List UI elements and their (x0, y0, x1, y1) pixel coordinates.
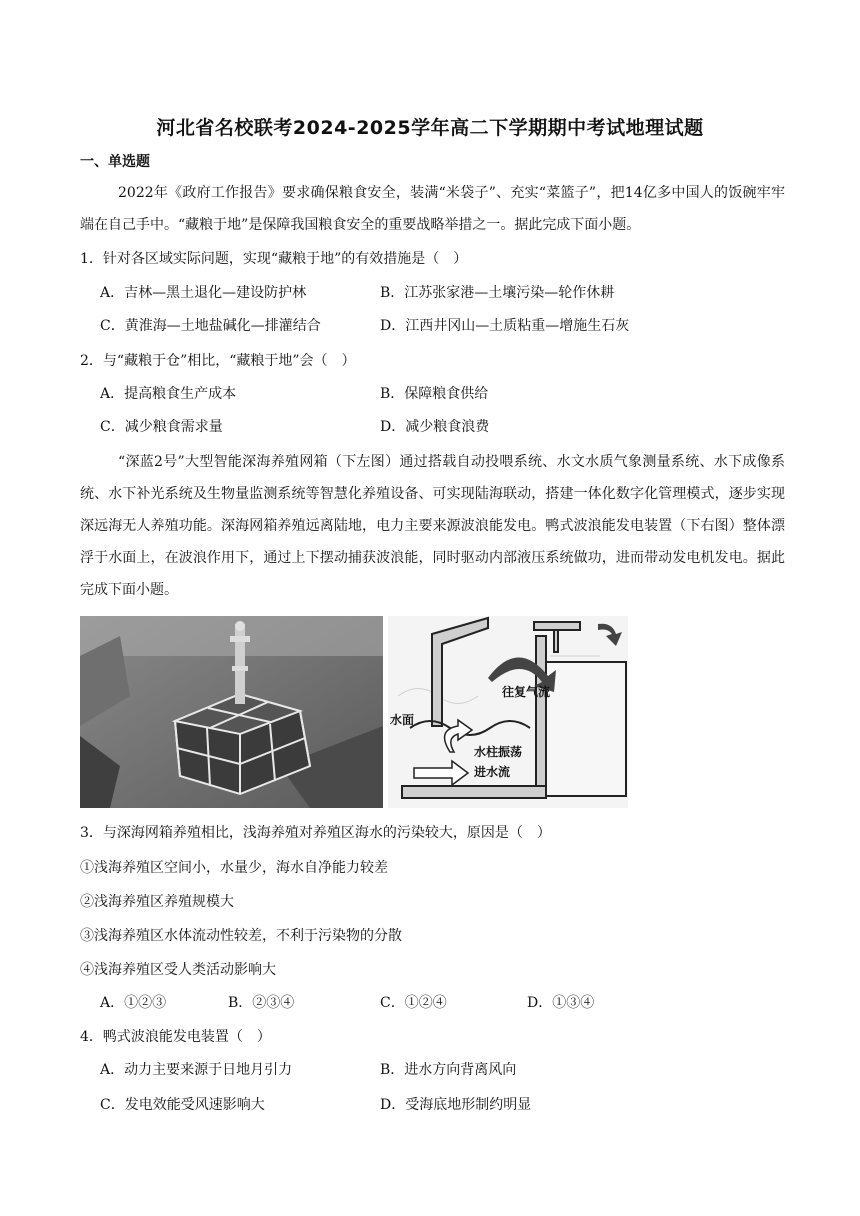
q3-stem: 3．与深海网箱养殖相比，浅海养殖对养殖区海水的污染较大，原因是（ ） (80, 825, 551, 841)
label-airflow: 往复气流 (502, 685, 551, 699)
cage-photo (80, 616, 383, 808)
q1-option-a: A．吉林—黑土退化—建设防护林 (100, 285, 307, 301)
q3-statement-4: ④浅海养殖区受人类活动影响大 (80, 962, 276, 978)
q3-option-d: D．①③④ (527, 995, 595, 1011)
q1-stem: 1．针对各区域实际问题，实现“藏粮于地”的有效措施是（ ） (80, 251, 468, 267)
q2-option-c: C．减少粮食需求量 (100, 419, 223, 435)
passage-1-text: 2022年《政府工作报告》要求确保粮食安全，装满“米袋子”、充实“菜篮子”，把14亿多中国人的饭碗牢牢端在自己手中。“藏粮于地”是保障我国粮食安全的重要战略举措之一。据此完成下面小题。 (80, 185, 785, 233)
duck-wave-device-diagram (388, 616, 628, 808)
label-oscillation: 水柱振荡 (474, 745, 523, 759)
figure-svg (80, 616, 628, 808)
passage-2-text: “深蓝2号”大型智能深海养殖网箱（下左图）通过搭载自动投喂系统、水文水质气象测量系统、水下成像系统、水下补光系统及生物量监测系统等智慧化养殖设备、可实现陆海联动，搭建一体化数字化管理模式，逐步实现深远海无人养殖功能。深海网箱养殖远离陆地，电力主要来源波浪能发电。鸭式波浪能发电装置（下右图）整体漂浮于水面上，在波浪作用下，通过上下摆动捕获波浪能，同时驱动内部液压系统做功，进而带动发电机发电。据此完成下面小题。 (80, 454, 785, 598)
q1-option-b: B．江苏张家港—土壤污染—轮作休耕 (380, 285, 615, 301)
q2-option-a: A．提高粮食生产成本 (100, 386, 237, 402)
q4-stem: 4．鸭式波浪能发电装置（ ） (80, 1029, 271, 1045)
q4-option-d: D．受海底地形制约明显 (380, 1097, 532, 1113)
passage-2 (80, 446, 785, 606)
section-heading: 一、单选题 (80, 154, 150, 170)
q1-option-d: D．江西井冈山—土质粘重—增施生石灰 (380, 318, 630, 334)
q1-option-c: C．黄淮海—土地盐碱化—排灌结合 (100, 318, 321, 334)
q3-statement-1: ①浅海养殖区空间小，水量少，海水自净能力较差 (80, 860, 388, 876)
q2-option-d: D．减少粮食浪费 (380, 419, 490, 435)
q3-option-a: A．①②③ (100, 995, 167, 1011)
q2-option-b: B．保障粮食供给 (380, 386, 489, 402)
q2-stem: 2．与“藏粮于仓”相比，“藏粮于地”会（ ） (80, 353, 356, 369)
label-inflow: 进水流 (474, 765, 511, 779)
passage-1 (80, 177, 785, 241)
figure-pair (80, 616, 628, 808)
q3-statement-2: ②浅海养殖区养殖规模大 (80, 894, 234, 910)
q4-option-c: C．发电效能受风速影响大 (100, 1097, 265, 1113)
page-title: 河北省名校联考2024-2025学年高二下学期期中考试地理试题 (156, 117, 704, 139)
q3-statement-3: ③浅海养殖区水体流动性较差，不利于污染物的分散 (80, 928, 402, 944)
q3-option-b: B．②③④ (228, 995, 295, 1011)
label-surface: 水面 (390, 713, 415, 727)
q4-option-b: B．进水方向背离风向 (380, 1062, 517, 1078)
q4-option-a: A．动力主要来源于日地月引力 (100, 1062, 293, 1078)
q3-option-c: C．①②④ (380, 995, 447, 1011)
